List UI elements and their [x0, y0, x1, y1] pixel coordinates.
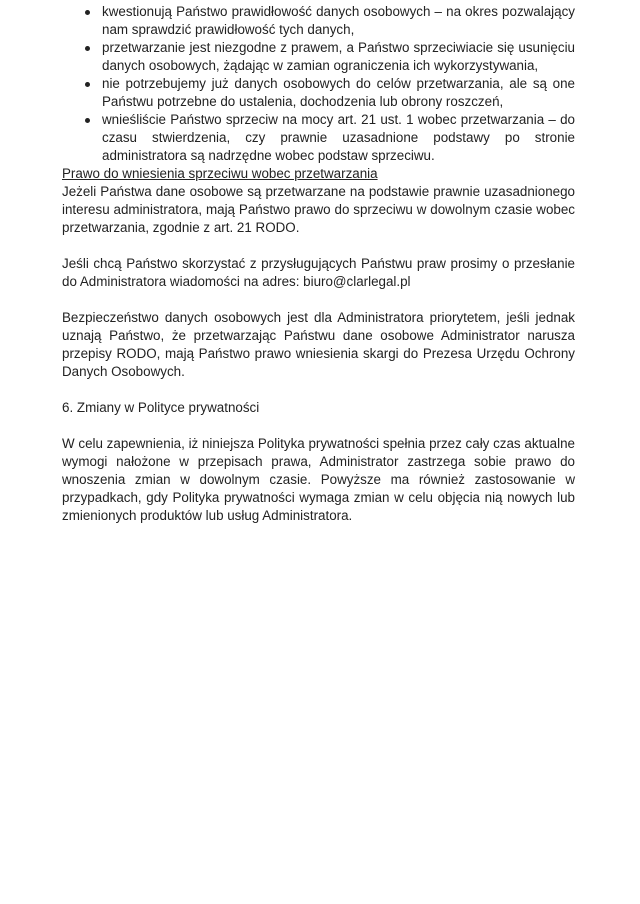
bullet-item-unlawful-processing: przetwarzanie jest niezgodne z prawem, a Państwo sprzeciwiacie się usunięciu danych osobowych, żądając w zamian ograniczenia ich wykorzystywania,	[102, 40, 575, 73]
paragraph-policy-changes: W celu zapewnienia, iż niniejsza Polityka prywatności spełnia przez cały czas aktualne wymogi nałożone w przepisach prawa, Administrator zastrzega sobie prawo do wnoszenia zmian w dowolnym czasie. Powyższe ma również zastosowanie w przypadkach, gdy Polityka prywatności wymaga zmian w celu objęcia nią nowych lub zmienionych produktów lub usług Administratora.	[62, 436, 575, 523]
paragraph-objection-right: Jeżeli Państwa dane osobowe są przetwarzane na podstawie prawnie uzasadnionego interesu administratora, mają Państwo prawo do sprzeciwu w dowolnym czasie wobec przetwarzania, zgodnie z art. 21 RODO.	[62, 184, 575, 235]
paragraph-contact-email: Jeśli chcą Państwo skorzystać z przysługujących Państwu praw prosimy o przesłanie do Administratora wiadomości na adres: biuro@clarlegal.pl	[62, 256, 575, 289]
changes-section-heading: 6. Zmiany w Polityce prywatności	[62, 400, 260, 415]
paragraph-complaint-right: Bezpieczeństwo danych osobowych jest dla Administratora priorytetem, jeśli jednak uznają Państwo, że przetwarzając Państwu dane osobowe Administrator narusza przepisy RODO, mają Państwo prawo wniesienia skargi do Prezesa Urzędu Ochrony Danych Osobowych.	[62, 310, 575, 379]
bullet-item-questioning-accuracy: kwestionują Państwo prawidłowość danych osobowych – na okres pozwalający nam sprawdzić prawidłowość tych danych,	[102, 4, 575, 37]
bullet-item-objection-art21: wnieśliście Państwo sprzeciw na mocy art. 21 ust. 1 wobec przetwarzania – do czasu stwierdzenia, czy prawnie uzasadnione podstawy po stronie administratora są nadrzędne wobec podstaw sprzeciwu.	[102, 112, 575, 163]
objection-section-heading: Prawo do wniesienia sprzeciwu wobec przetwarzania	[62, 166, 378, 181]
bullet-item-no-longer-needed: nie potrzebujemy już danych osobowych do celów przetwarzania, ale są one Państwu potrzebne do ustalenia, dochodzenia lub obrony roszczeń,	[102, 76, 575, 109]
bullet-list	[62, 3, 575, 165]
